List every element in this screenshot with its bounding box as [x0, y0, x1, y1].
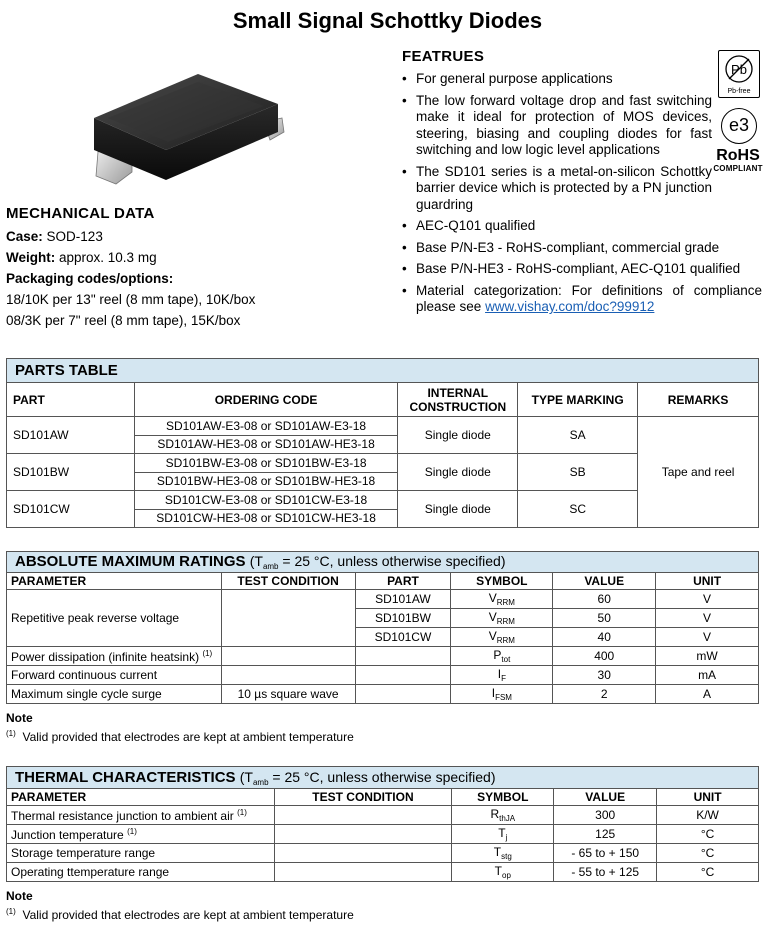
table-row: Repetitive peak reverse voltage SD101AW $V_{RRM}$ 60 V — [7, 590, 759, 609]
weight-line: Weight: approx. 10.3 mg — [6, 250, 157, 265]
svg-text:Pb-free: Pb-free — [727, 88, 751, 95]
feature-item: • Material categorization: For definitions of compliance please see www.vishay.com/doc?99912 — [402, 283, 762, 316]
table-row: Junction temperature $^{(1)}$ $T_j$ 125 °C — [7, 825, 759, 844]
pb-free-icon — [719, 51, 759, 97]
case-line: Case: SOD-123 — [6, 229, 103, 244]
svg-text:Pb: Pb — [731, 62, 747, 77]
col-type-marking: TYPE MARKING — [518, 383, 638, 417]
table-row: SD101CW SD101CW-E3-08 or SD101CW-E3-18 Single diode SC — [7, 491, 759, 510]
table-row: Thermal resistance junction to ambient air $^{(1)}$ $R_{thJA}$ 300 K/W — [7, 806, 759, 825]
parts-table-title: PARTS TABLE — [7, 359, 759, 383]
amr-note: Note $^{(1)}$ Valid provided that electrodes are kept at ambient temperature — [6, 711, 354, 744]
col-remarks: REMARKS — [638, 383, 759, 417]
rohs-badge: RoHS COMPLIANT — [713, 147, 763, 173]
table-row: SD101CW $V_{RRM}$ 40 V — [7, 628, 759, 647]
col-part: PART — [7, 383, 135, 417]
diode-package-image — [88, 60, 288, 195]
feature-item: • For general purpose applications — [402, 71, 712, 88]
features — [402, 48, 762, 321]
col-ordering-code: ORDERING CODE — [134, 383, 397, 417]
mechanical-heading: MECHANICAL DATA — [6, 205, 155, 222]
table-row: SD101AW SD101AW-E3-08 or SD101AW-E3-18 Single diode SA Tape and reel — [7, 417, 759, 436]
remarks-cell: Tape and reel — [638, 417, 759, 528]
feature-item: • Base P/N-E3 - RoHS-compliant, commercial grade — [402, 240, 762, 257]
table-row: Forward continuous current $I_F$ 30 mA — [7, 666, 759, 685]
feature-item: • The low forward voltage drop and fast switching make it ideal for protection of MOS devices, steering, biasing and coupling diodes for fast switching and low logic level applications — [402, 93, 712, 159]
table-row: SD101BW SD101BW-E3-08 or SD101BW-E3-18 Single diode SB — [7, 454, 759, 473]
table-row: Maximum single cycle surge 10 µs square wave $I_{FSM}$ 2 A — [7, 685, 759, 704]
page-title: Small Signal Schottky Diodes — [232, 8, 543, 33]
packaging-label: Packaging codes/options: — [6, 271, 174, 286]
packaging-option-1: 18/10K per 13" reel (8 mm tape), 10K/box — [6, 292, 256, 307]
table-row: SD101AW-HE3-08 or SD101AW-HE3-18 — [7, 435, 759, 454]
table-row: SD101BW-HE3-08 or SD101BW-HE3-18 — [7, 472, 759, 491]
col-internal-construction: INTERNAL CONSTRUCTION — [398, 383, 518, 417]
packaging-option-2: 08/3K per 7" reel (8 mm tape), 15K/box — [6, 313, 241, 328]
e3-badge: e3 — [721, 108, 757, 144]
table-row: Power dissipation (infinite heatsink) $^{(1)}$ $P_{tot}$ 400 mW — [7, 647, 759, 666]
feature-item: • AEC-Q101 qualified — [402, 218, 762, 235]
table-row: SD101CW-HE3-08 or SD101CW-HE3-18 — [7, 509, 759, 528]
table-row: SD101BW $V_{RRM}$ 50 V — [7, 609, 759, 628]
mechanical-data — [6, 205, 386, 331]
thermal-characteristics-table: THERMAL CHARACTERISTICS ($T_{amb} = 25$ °C, unless otherwise specified) PARAMETER TEST CONDITION SYMBOL VALUE UNIT Thermal resistance junction to ambient air $^{(1)}$ $R_{thJA}$ 300 K/W Junction temperature $^{(1)}$ $T_j$ 125 °C Storage temperature range $T_{stg}$ - 65 to + 150 °C Operating ttemperature range $T_{op}$ - 55 to + 125 °C — [6, 766, 759, 882]
compliance-link[interactable]: www.vishay.com/doc?99912 — [485, 299, 655, 314]
feature-item: • The SD101 series is a metal-on-silicon Schottky barrier device which is protected by a PN junction guardring — [402, 164, 712, 214]
thermal-title: THERMAL CHARACTERISTICS ($T_{amb} = 25$ °C, unless otherwise specified) — [7, 767, 759, 789]
feature-item: • Base P/N-HE3 - RoHS-compliant, AEC-Q101 qualified — [402, 261, 762, 278]
parts-table — [6, 358, 759, 528]
thermal-note: Note $^{(1)}$ Valid provided that electrodes are kept at ambient temperature — [6, 889, 354, 922]
amr-title: ABSOLUTE MAXIMUM RATINGS ($T_{amb} = 25$ °C, unless otherwise specified) — [7, 552, 759, 573]
table-row: Storage temperature range $T_{stg}$ - 65 to + 150 °C — [7, 844, 759, 863]
table-row: Operating ttemperature range $T_{op}$ - 55 to + 125 °C — [7, 863, 759, 882]
absolute-maximum-ratings-table: ABSOLUTE MAXIMUM RATINGS ($T_{amb} = 25$ °C, unless otherwise specified) PARAMETER TEST CONDITION PART SYMBOL VALUE UNIT Repetitive peak reverse voltage SD101AW $V_{RRM}$ 60 V SD101BW $V_{RRM}$ 50 V SD101CW $V_{RRM}$ 40 V Power dissipation (infinite heatsink) $^{(1)}$ $P_{tot}$ 400 mW Forward continuous current $I_F$ 30 mA Maximum single cycle surge 10 µs square wave $I_{FSM}$ 2 A — [6, 551, 759, 704]
features-heading: FEATRUES — [402, 48, 485, 65]
pb-free-badge — [718, 50, 760, 98]
